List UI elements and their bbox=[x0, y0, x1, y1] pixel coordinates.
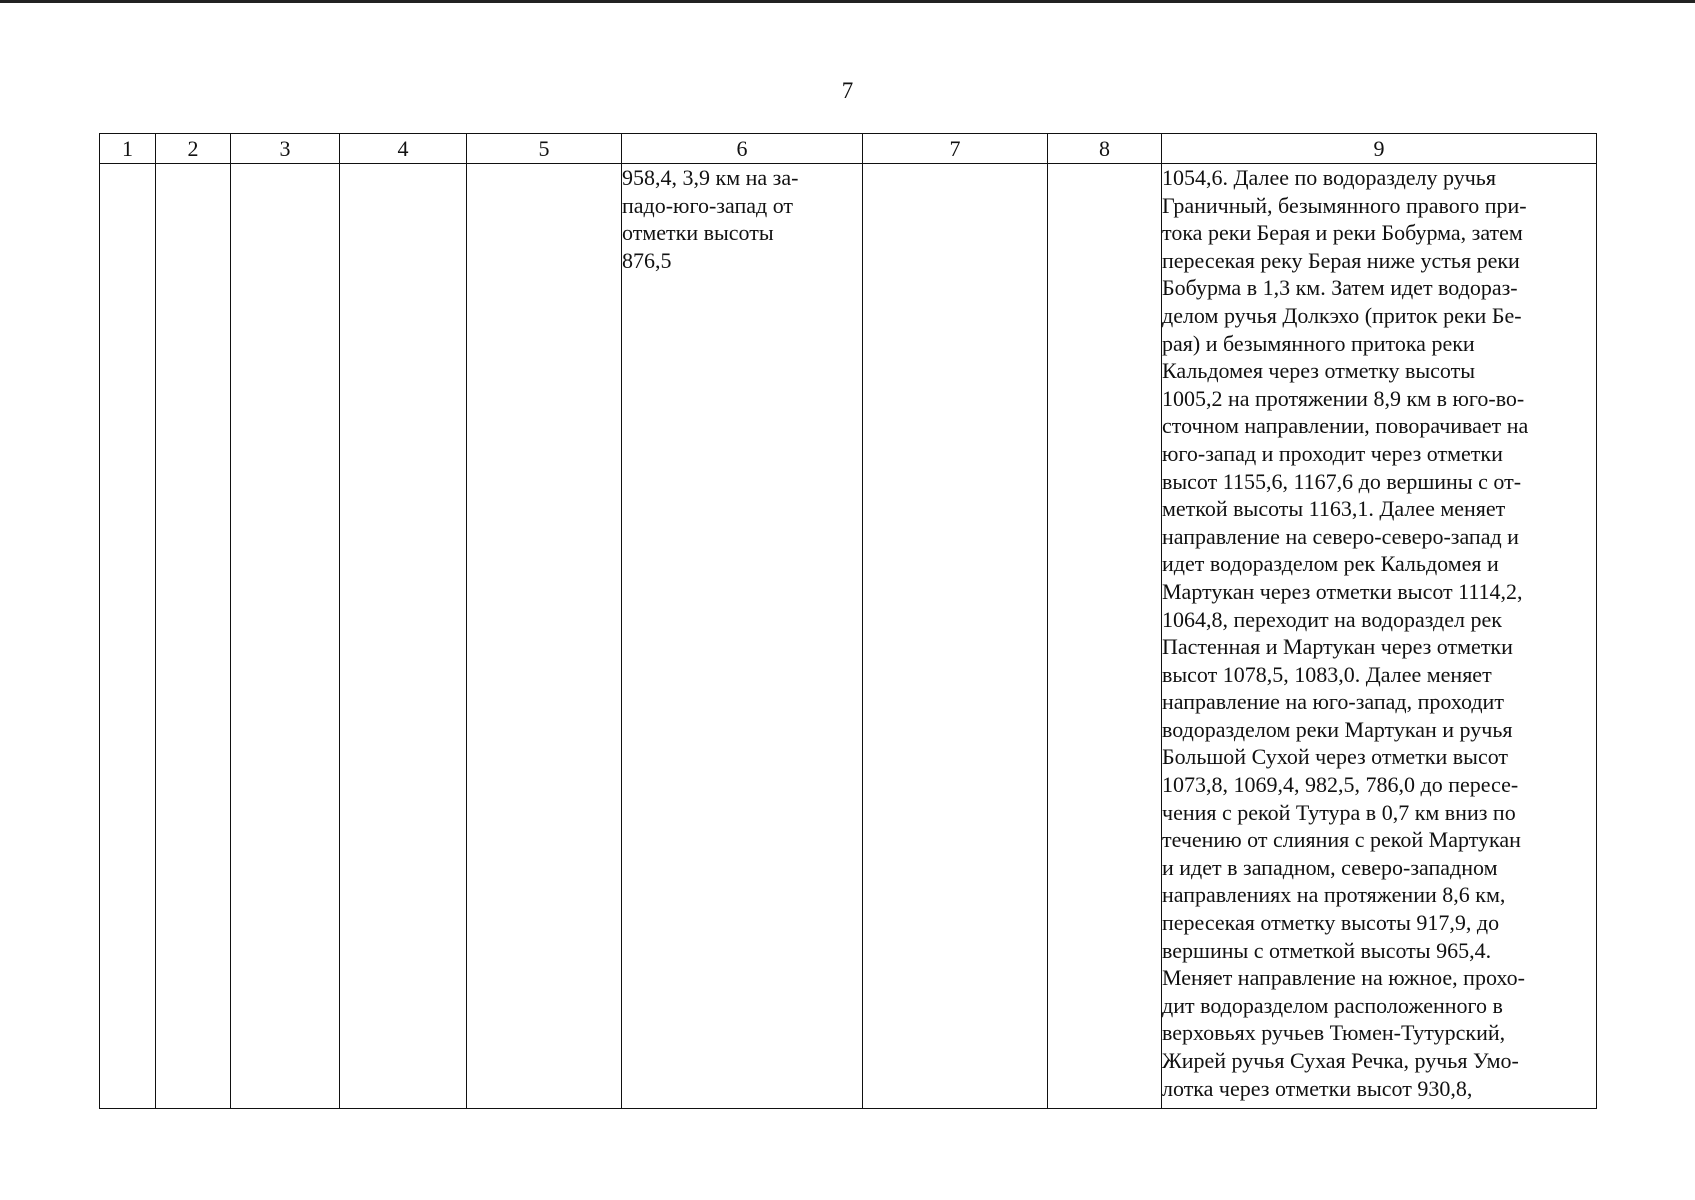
table-header-row bbox=[100, 134, 1597, 164]
cell-col-7 bbox=[863, 164, 1048, 1109]
boundary-description-text: 1054,6. Далее по водоразделу ручья Граничный, безымянного правого при- тока реки Берая и реки Бобурма, затем пересекая реку Берая ниже устья реки Бобурма в 1,3 км. Затем идет водораз- делом ручья Долкэхо (приток реки Бе- рая) и безымянного притока реки Кальдомея через отметку высоты 1005,2 на протяжении 8,9 км в юго-во- сточном направлении, поворачивает на юго-запад и проходит через отметки высот 1155,6, 1167,6 до вершины с от- меткой высоты 1163,1. Далее меняет направление на северо-северо-запад и идет водоразделом рек Кальдомея и Мартукан через отметки высот 1114,2, 1064,8, переходит на водораздел рек Пастенная и Мартукан через отметки высот 1078,5, 1083,0. Далее меняет направление на юго-запад, проходит водоразделом реки Мартукан и ручья Большой Сухой через отметки высот 1073,8, 1069,4, 982,5, 786,0 до пересе- чения с рекой Тутура в 0,7 км вниз по течению от слияния с рекой Мартукан и идет в западном, северо-западном направлениях на протяжении 8,6 км, пересекая отметку высоты 917,9, до вершины с отметкой высоты 965,4. Меняет направление на южное, прохо- дит водоразделом расположенного в верховьях ручьев Тюмен-Тутурский, Жирей ручья Сухая Речка, ручья Умо- лотка через отметки высот 930,8, bbox=[1162, 165, 1529, 1101]
column-header-1: 1 bbox=[100, 134, 156, 164]
cell-col-6 bbox=[622, 164, 863, 1109]
column-header-2: 2 bbox=[156, 134, 231, 164]
cell-col-4 bbox=[340, 164, 467, 1109]
cell-col-8 bbox=[1048, 164, 1162, 1109]
top-border-line bbox=[0, 0, 1695, 3]
page-number: 7 bbox=[841, 78, 854, 103]
column-header-4: 4 bbox=[340, 134, 467, 164]
cell-col-9 bbox=[1162, 164, 1597, 1109]
column-header-6: 6 bbox=[622, 134, 863, 164]
boundary-description-table bbox=[99, 133, 1597, 1109]
table-row bbox=[100, 164, 1597, 1109]
location-reference-text: 958,4, 3,9 км на за- падо-юго-запад от отметки высоты 876,5 bbox=[622, 165, 799, 273]
cell-col-5 bbox=[467, 164, 622, 1109]
cell-col-2 bbox=[156, 164, 231, 1109]
cell-col-1 bbox=[100, 164, 156, 1109]
column-header-8: 8 bbox=[1048, 134, 1162, 164]
column-header-3: 3 bbox=[231, 134, 340, 164]
cell-col-3 bbox=[231, 164, 340, 1109]
column-header-7: 7 bbox=[863, 134, 1048, 164]
column-header-5: 5 bbox=[467, 134, 622, 164]
column-header-9: 9 bbox=[1162, 134, 1597, 164]
